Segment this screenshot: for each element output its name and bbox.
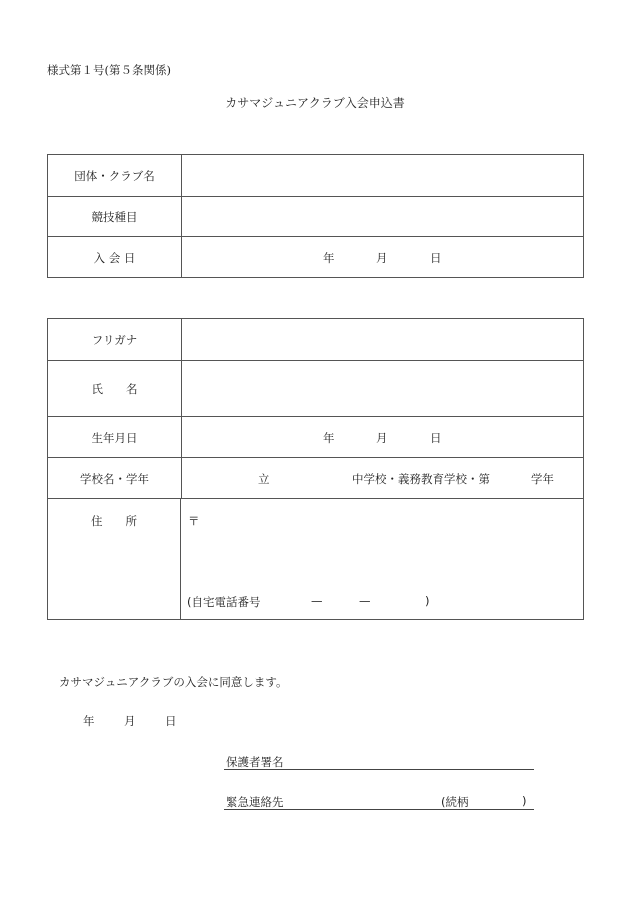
emergency-contact-line[interactable] <box>224 809 534 810</box>
phone-dash-1: — <box>311 594 323 608</box>
birth-day-label: 日 <box>430 431 442 445</box>
join-date-label: 入 会 日 <box>48 237 182 278</box>
birthdate-field[interactable] <box>182 417 583 458</box>
club-name-label: 団体・クラブ名 <box>48 155 182 196</box>
relation-open-label: (続柄 <box>441 795 469 809</box>
consent-day-label: 日 <box>165 714 177 728</box>
address-row <box>48 498 583 620</box>
join-year-label: 年 <box>323 251 335 265</box>
consent-year-label: 年 <box>83 714 95 728</box>
guardian-sign-line[interactable] <box>224 769 534 770</box>
club-name-row <box>48 155 583 196</box>
club-info-table <box>47 154 584 278</box>
birthdate-label: 生年月日 <box>48 417 182 458</box>
address-field[interactable] <box>182 499 583 620</box>
school-row <box>48 457 583 499</box>
school-ritsu-label: 立 <box>258 472 270 486</box>
consent-month-label: 月 <box>124 714 136 728</box>
sport-label: 競技種目 <box>48 197 182 237</box>
birthdate-row <box>48 416 583 458</box>
form-code: 様式第１号(第５条関係) <box>47 63 171 77</box>
join-date-field[interactable] <box>182 237 583 278</box>
join-day-label: 日 <box>430 251 442 265</box>
school-field[interactable] <box>182 458 583 499</box>
furigana-field[interactable] <box>182 319 583 360</box>
postal-mark: 〒 <box>188 514 200 528</box>
club-name-field[interactable] <box>182 155 583 196</box>
birth-month-label: 月 <box>376 431 388 445</box>
name-label: 氏 名 <box>48 361 182 417</box>
birth-year-label: 年 <box>323 431 335 445</box>
phone-close-paren: ) <box>425 594 430 608</box>
school-label: 学校名・学年 <box>48 458 182 499</box>
sport-row <box>48 196 583 237</box>
school-grade-label: 学年 <box>531 472 554 486</box>
emergency-contact-label: 緊急連絡先 <box>226 795 284 809</box>
name-row <box>48 360 583 417</box>
phone-label: (自宅電話番号 <box>187 595 261 609</box>
furigana-label: フリガナ <box>48 319 182 360</box>
consent-statement: カサマジュニアクラブの入会に同意します。 <box>59 675 288 689</box>
join-date-row <box>48 236 583 278</box>
name-field[interactable] <box>182 361 583 417</box>
form-title: カサマジュニアクラブ入会申込書 <box>225 96 405 110</box>
address-label: 住 所 <box>48 499 181 620</box>
sport-field[interactable] <box>182 197 583 237</box>
join-month-label: 月 <box>376 251 388 265</box>
furigana-row <box>48 319 583 360</box>
school-types-label: 中学校・義務教育学校・第 <box>352 472 490 486</box>
guardian-sign-label: 保護者署名 <box>226 755 284 769</box>
relation-close-label: ) <box>522 794 527 808</box>
member-info-table <box>47 318 584 620</box>
phone-dash-2: — <box>359 594 371 608</box>
